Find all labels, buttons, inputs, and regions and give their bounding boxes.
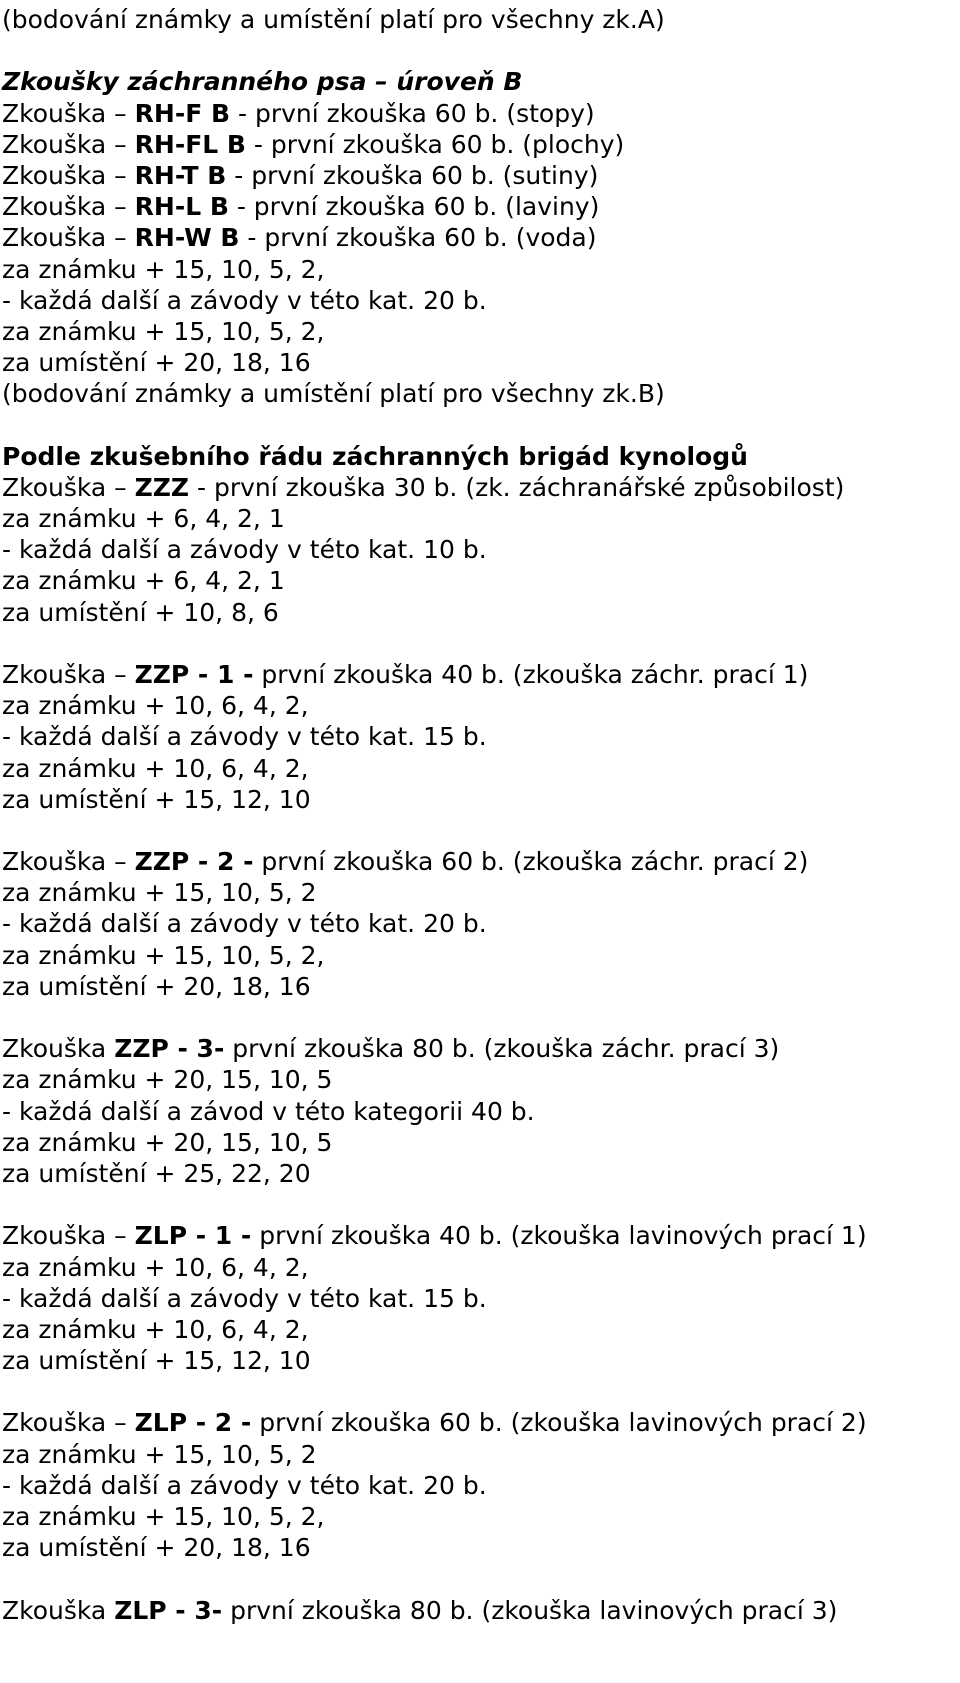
spacer (2, 1189, 960, 1220)
rule-line: za známku + 6, 4, 2, 1 (2, 566, 285, 596)
spacer (2, 1563, 960, 1594)
rule-line: za známku + 15, 10, 5, 2 (2, 1439, 317, 1469)
rule-line: za umístění + 25, 22, 20 (2, 1158, 311, 1188)
exam-prefix: Zkouška – (2, 847, 135, 877)
exam-suffix: první zkouška 80 b. (zkouška záchr. prací 3) (224, 1034, 780, 1064)
spacer (2, 815, 960, 846)
exam-suffix: - první zkouška 60 b. (voda) (239, 223, 597, 253)
exam-code: ZZP - 2 - (134, 847, 254, 877)
exam-code: ZLP - 1 - (134, 1221, 252, 1251)
rule-line: za známku + 6, 4, 2, 1 (2, 504, 285, 533)
exam-line (2, 160, 960, 191)
rule-line: za známku + 20, 15, 10, 5 (2, 1065, 333, 1095)
rule-line: za známku + 15, 10, 5, 2, (2, 940, 325, 970)
rule-line: za známku + 15, 10, 5, 2 (2, 878, 317, 908)
exam-line (2, 1033, 960, 1064)
section-b-note: (bodování známky a umístění platí pro všechny zk.B) (2, 379, 665, 409)
exam-prefix: Zkouška (2, 1034, 115, 1064)
rule-line: za umístění + 20, 18, 16 (2, 1533, 311, 1563)
exam-line (2, 129, 960, 160)
exam-code: RH-F B (134, 98, 231, 128)
exam-suffix: - první zkouška 60 b. (plochy) (245, 129, 625, 159)
rule-line: za umístění + 20, 18, 16 (2, 348, 311, 378)
exam-line (2, 1407, 960, 1438)
exam-line (2, 222, 960, 253)
exam-code: ZZP - 3- (114, 1034, 225, 1064)
exam-prefix: Zkouška – (2, 98, 135, 128)
exam-prefix: Zkouška – (2, 1221, 135, 1251)
rule-line: za známku + 10, 6, 4, 2, (2, 1314, 309, 1344)
exam-code: ZLP - 2 - (134, 1408, 252, 1438)
rule-line: - každá další a závody v této kat. 20 b. (2, 909, 487, 939)
rule-line: za umístění + 15, 12, 10 (2, 1346, 311, 1376)
exam-code: RH-FL B (134, 129, 246, 159)
exam-code: ZZP - 1 - (134, 659, 254, 689)
exam-prefix: Zkouška – (2, 223, 135, 253)
exam-prefix: Zkouška – (2, 659, 135, 689)
exam-suffix: první zkouška 40 b. (zkouška lavinových prací 1) (251, 1221, 867, 1251)
exam-prefix: Zkouška – (2, 192, 135, 222)
rule-line: za známku + 10, 6, 4, 2, (2, 1252, 309, 1282)
spacer (2, 409, 960, 440)
rule-line: - každá další a závody v této kat. 15 b. (2, 1283, 487, 1313)
exam-suffix: - první zkouška 30 b. (zk. záchranářské způsobilost) (189, 472, 845, 502)
spacer (2, 35, 960, 66)
rule-line: za umístění + 10, 8, 6 (2, 597, 279, 627)
exam-prefix: Zkouška – (2, 160, 135, 190)
exam-code: RH-W B (134, 223, 240, 253)
exam-line (2, 1595, 960, 1626)
exam-line (2, 846, 960, 877)
rule-line: za známku + 10, 6, 4, 2, (2, 753, 309, 783)
exam-prefix: Zkouška – (2, 472, 135, 502)
exam-suffix: první zkouška 40 b. (zkouška záchr. prací 1) (253, 659, 809, 689)
exam-prefix: Zkouška – (2, 129, 135, 159)
exam-suffix: první zkouška 60 b. (zkouška lavinových prací 2) (251, 1408, 867, 1438)
spacer (2, 1002, 960, 1033)
exam-suffix: - první zkouška 60 b. (laviny) (228, 192, 600, 222)
exam-code: ZZZ (134, 472, 190, 502)
exam-line (2, 98, 960, 129)
rule-line: za známku + 20, 15, 10, 5 (2, 1127, 333, 1157)
exam-prefix: Zkouška (2, 1595, 115, 1625)
intro-note: (bodování známky a umístění platí pro všechny zk.A) (2, 5, 665, 34)
exam-suffix: první zkouška 80 b. (zkouška lavinových prací 3) (222, 1595, 838, 1625)
rule-line: - každá další a závod v této kategorii 40 b. (2, 1096, 535, 1126)
exam-suffix: - první zkouška 60 b. (sutiny) (226, 160, 599, 190)
exam-line (2, 472, 960, 503)
exam-suffix: - první zkouška 60 b. (stopy) (230, 98, 595, 128)
rule-line: za známku + 10, 6, 4, 2, (2, 691, 309, 721)
exam-code: ZLP - 3- (114, 1595, 223, 1625)
exam-line (2, 191, 960, 222)
exam-line (2, 1220, 960, 1251)
rule-line: za známku + 15, 10, 5, 2, (2, 1502, 325, 1531)
exam-code: RH-T B (134, 160, 227, 190)
rule-line: za umístění + 20, 18, 16 (2, 971, 311, 1001)
exam-suffix: první zkouška 60 b. (zkouška záchr. prací 2) (253, 847, 809, 877)
spacer (2, 1376, 960, 1407)
rule-line: za známku + 15, 10, 5, 2, (2, 254, 325, 284)
rule-line: - každá další a závody v této kat. 20 b. (2, 1470, 487, 1500)
exam-code: RH-L B (134, 192, 229, 222)
rule-line: za umístění + 15, 12, 10 (2, 784, 311, 814)
rule-line: za známku + 15, 10, 5, 2, (2, 316, 325, 346)
section-b-heading: Zkoušky záchranného psa – úroveň B (2, 67, 523, 97)
rule-line: - každá další a závody v této kat. 15 b. (2, 722, 487, 752)
rule-line: - každá další a závody v této kat. 20 b. (2, 285, 487, 315)
rule-line: - každá další a závody v této kat. 10 b. (2, 535, 487, 565)
exam-prefix: Zkouška – (2, 1408, 135, 1438)
section-brigade-heading: Podle zkušebního řádu záchranných brigád kynologů (2, 441, 748, 471)
spacer (2, 628, 960, 659)
exam-line (2, 659, 960, 690)
